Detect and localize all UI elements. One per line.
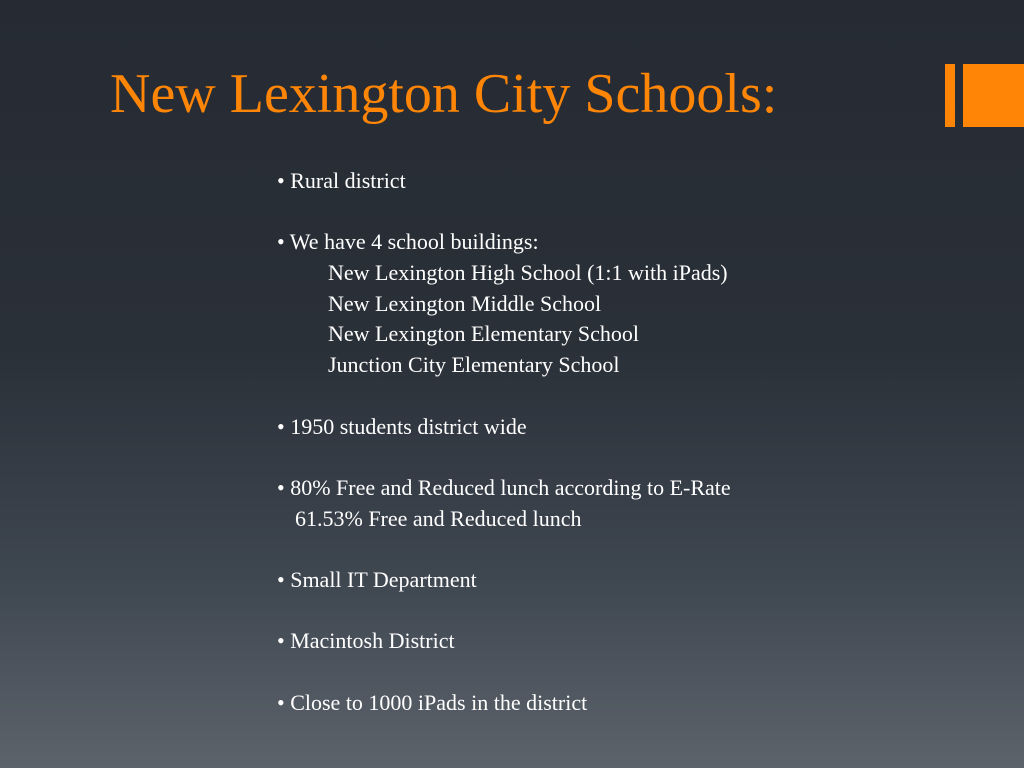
spacer [277,657,997,688]
school-item: New Lexington High School (1:1 with iPads) [328,260,728,286]
bullet-ipads: • Close to 1000 iPads in the district [277,689,588,715]
bullet-macintosh: • Macintosh District [277,628,455,654]
bullet-school-buildings: • We have 4 school buildings: [277,229,539,255]
accent-bar-decoration [945,64,955,127]
slide-title: New Lexington City Schools: [110,63,778,125]
bullet-lunch: • 80% Free and Reduced lunch according to E-Rate [277,474,731,500]
spacer [277,381,997,412]
spacer [277,442,997,473]
spacer [277,596,997,627]
bullet-lunch-sub: 61.53% Free and Reduced lunch [295,505,582,531]
accent-block-decoration [963,64,1024,127]
slide-body [277,166,997,718]
school-item: New Lexington Elementary School [328,321,639,347]
school-item: New Lexington Middle School [328,290,602,316]
spacer [277,534,997,565]
spacer [277,197,997,228]
bullet-it-department: • Small IT Department [277,566,477,592]
bullet-students: • 1950 students district wide [277,413,527,439]
school-item: Junction City Elementary School [328,352,620,378]
bullet-rural-district: • Rural district [277,168,406,193]
